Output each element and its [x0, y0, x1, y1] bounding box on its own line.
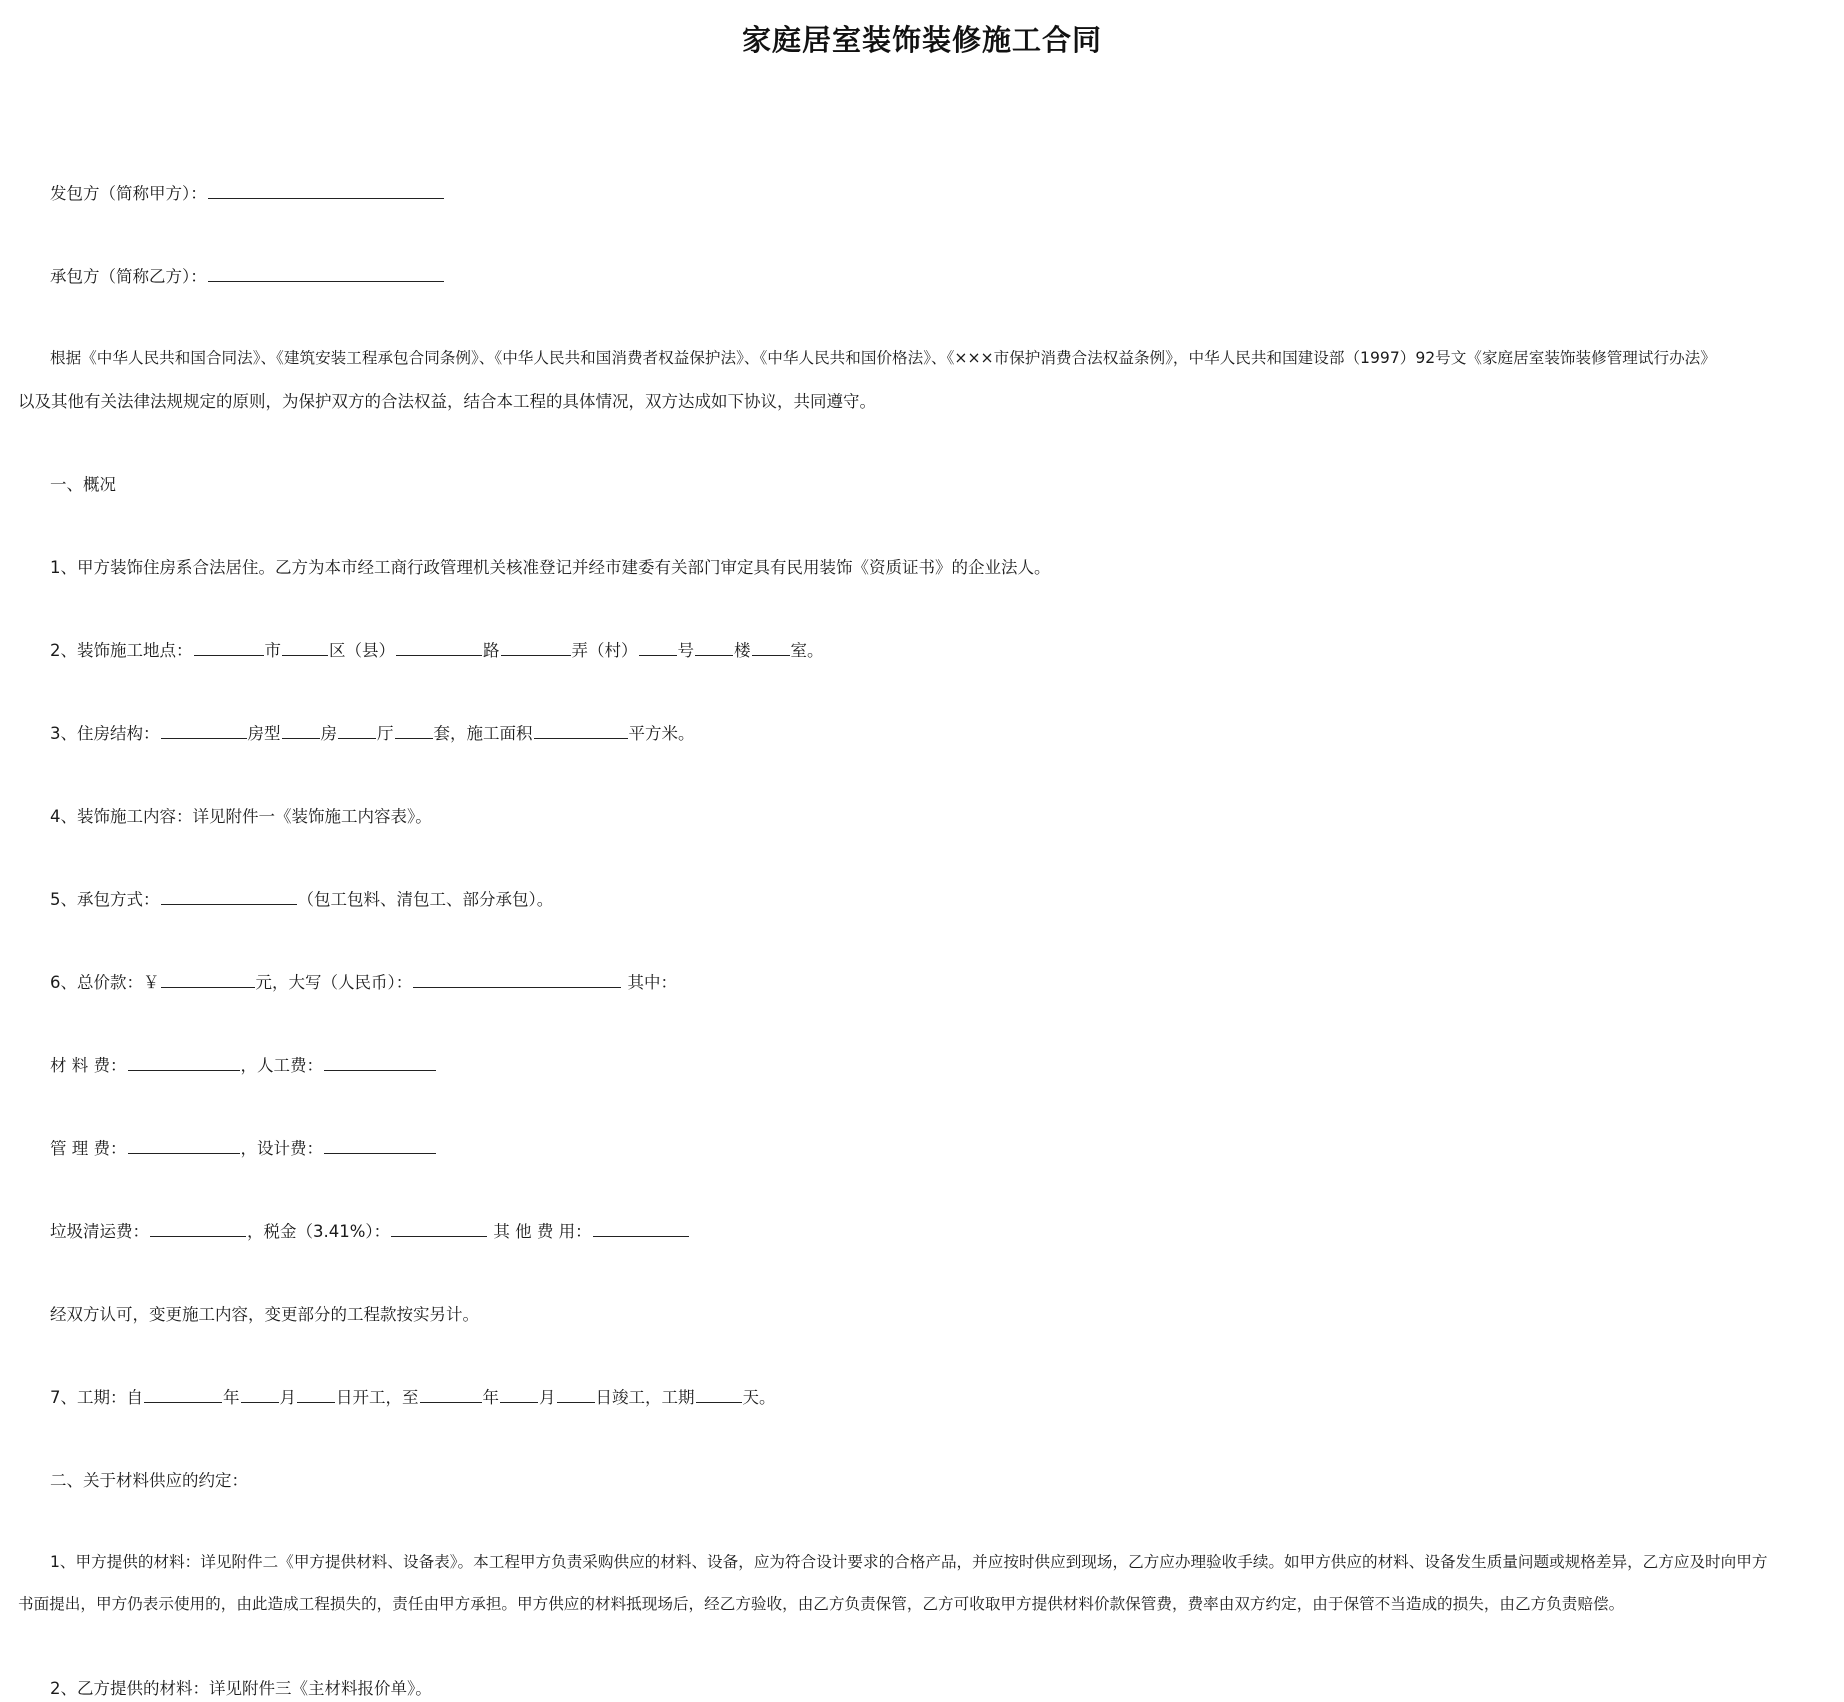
start-month-blank [241, 1385, 279, 1403]
party-a-blank [208, 181, 444, 199]
party-a-label: 发包方（简称甲方）： [50, 184, 207, 203]
item-5-label: 5、承包方式： [50, 890, 160, 909]
district-label: 区（县） [329, 641, 395, 660]
area-blank [534, 721, 628, 739]
labor-fee-label: ，人工费： [240, 1056, 323, 1075]
lane-blank [501, 638, 571, 656]
room-label: 室。 [790, 641, 824, 660]
end-year-blank [420, 1385, 482, 1403]
rooms-blank [282, 721, 320, 739]
item-5-contract-method [50, 886, 553, 910]
fees-line-1 [50, 1052, 437, 1076]
yuan-label: 元，大写（人民币）： [255, 973, 413, 992]
material-1-line-1: 1、甲方提供的材料：详见附件二《甲方提供材料、设备表》。本工程甲方负责采购供应的材料、设备，应为符合设计要求的合格产品，并应按时供应到现场，乙方应办理验收手续。如甲方供应的材料、设备发生质量问题或规格差异，乙方应及时向甲方 [50, 1553, 1768, 1571]
labor-fee-blank [324, 1053, 436, 1071]
total-price-blank [161, 970, 255, 988]
management-fee-blank [128, 1136, 240, 1154]
contract-method-blank [161, 887, 297, 905]
days-label: 天。 [742, 1388, 776, 1407]
city-blank [194, 638, 264, 656]
item-1: 1、甲方装饰住房系合法居住。乙方为本市经工商行政管理机关核准登记并经市建委有关部门审定具有民用装饰《资质证书》的企业法人。 [50, 558, 1051, 577]
party-b-label: 承包方（简称乙方）： [50, 267, 207, 286]
end-year-label: 年 [482, 1388, 499, 1407]
item-7-label: 7、工期：自 [50, 1388, 143, 1407]
material-fee-blank [128, 1053, 240, 1071]
intro-line-1: 根据《中华人民共和国合同法》、《建筑安装工程承包合同条例》、《中华人民共和国消费者权益保护法》、《中华人民共和国价格法》、《×××市保护消费合法权益条例》，中华人民共和国建设部（1997）92号文《家庭居室装饰装修管理试行办法》 [50, 349, 1716, 367]
halls-label: 厅 [377, 724, 394, 743]
district-blank [282, 638, 328, 656]
material-1-line-2: 书面提出，甲方仍表示使用的，由此造成工程损失的，责任由甲方承担。甲方供应的材料抵现场后，经乙方验收，由乙方负责保管，乙方可收取甲方提供材料价款保管费，费率由双方约定，由于保管不当造成的损失，由乙方负责赔偿。 [18, 1595, 1625, 1613]
house-type-blank [161, 721, 247, 739]
management-fee-label: 管 理 费： [50, 1139, 127, 1158]
item-4: 4、装饰施工内容：详见附件一《装饰施工内容表》。 [50, 807, 432, 826]
other-fee-label: 其 他 费 用： [493, 1222, 592, 1241]
start-label: 日开工，至 [336, 1388, 419, 1407]
item-6-total-price [50, 969, 677, 993]
sets-blank [395, 721, 433, 739]
party-a-line [50, 180, 445, 204]
road-label: 路 [483, 641, 500, 660]
room-blank [752, 638, 790, 656]
city-label: 市 [264, 641, 281, 660]
item-2-address [50, 637, 824, 661]
number-label: 号 [677, 641, 694, 660]
start-day-blank [297, 1385, 335, 1403]
finish-label: 日竣工，工期 [595, 1388, 695, 1407]
item-2-label: 2、装饰施工地点： [50, 641, 193, 660]
material-2: 2、乙方提供的材料：详见附件三《主材料报价单》。 [50, 1679, 432, 1698]
duration-blank [696, 1385, 742, 1403]
sets-label: 套，施工面积 [433, 724, 533, 743]
halls-blank [338, 721, 376, 739]
road-blank [396, 638, 482, 656]
area-unit: 平方米。 [628, 724, 695, 743]
end-day-blank [557, 1385, 595, 1403]
lane-label: 弄（村） [571, 641, 638, 660]
section-1-heading: 一、概况 [50, 475, 116, 494]
among-label: 其中： [627, 973, 677, 992]
design-fee-label: ，设计费： [240, 1139, 323, 1158]
start-month-label: 月 [279, 1388, 296, 1407]
total-price-words-blank [413, 970, 621, 988]
tax-label: ，税金（3.41%）： [247, 1222, 391, 1241]
change-note: 经双方认可，变更施工内容，变更部分的工程款按实另计。 [50, 1305, 479, 1324]
contract-title: 家庭居室装饰装修施工合同 [741, 23, 1102, 57]
other-fee-blank [593, 1219, 689, 1237]
house-type-label: 房型 [247, 724, 281, 743]
building-blank [695, 638, 733, 656]
start-year-blank [144, 1385, 222, 1403]
party-b-line [50, 263, 445, 287]
item-7-schedule [50, 1384, 776, 1408]
item-3-label: 3、住房结构： [50, 724, 160, 743]
tax-blank [391, 1219, 487, 1237]
end-month-blank [500, 1385, 538, 1403]
party-b-blank [208, 264, 444, 282]
design-fee-blank [324, 1136, 436, 1154]
contract-method-options: （包工包料、清包工、部分承包）。 [297, 890, 554, 909]
building-label: 楼 [734, 641, 751, 660]
number-blank [639, 638, 677, 656]
end-month-label: 月 [539, 1388, 556, 1407]
fees-line-2 [50, 1135, 437, 1159]
garbage-fee-blank [150, 1219, 246, 1237]
item-6-label: 6、总价款：￥ [50, 973, 160, 992]
fees-line-3 [50, 1218, 690, 1242]
intro-line-2: 以及其他有关法律法规规定的原则，为保护双方的合法权益，结合本工程的具体情况，双方达成如下协议，共同遵守。 [18, 392, 876, 411]
section-2-heading: 二、关于材料供应的约定： [50, 1471, 248, 1490]
item-3-structure [50, 720, 695, 744]
material-fee-label: 材 料 费： [50, 1056, 127, 1075]
rooms-label: 房 [320, 724, 337, 743]
garbage-fee-label: 垃圾清运费： [50, 1222, 149, 1241]
start-year-label: 年 [223, 1388, 240, 1407]
